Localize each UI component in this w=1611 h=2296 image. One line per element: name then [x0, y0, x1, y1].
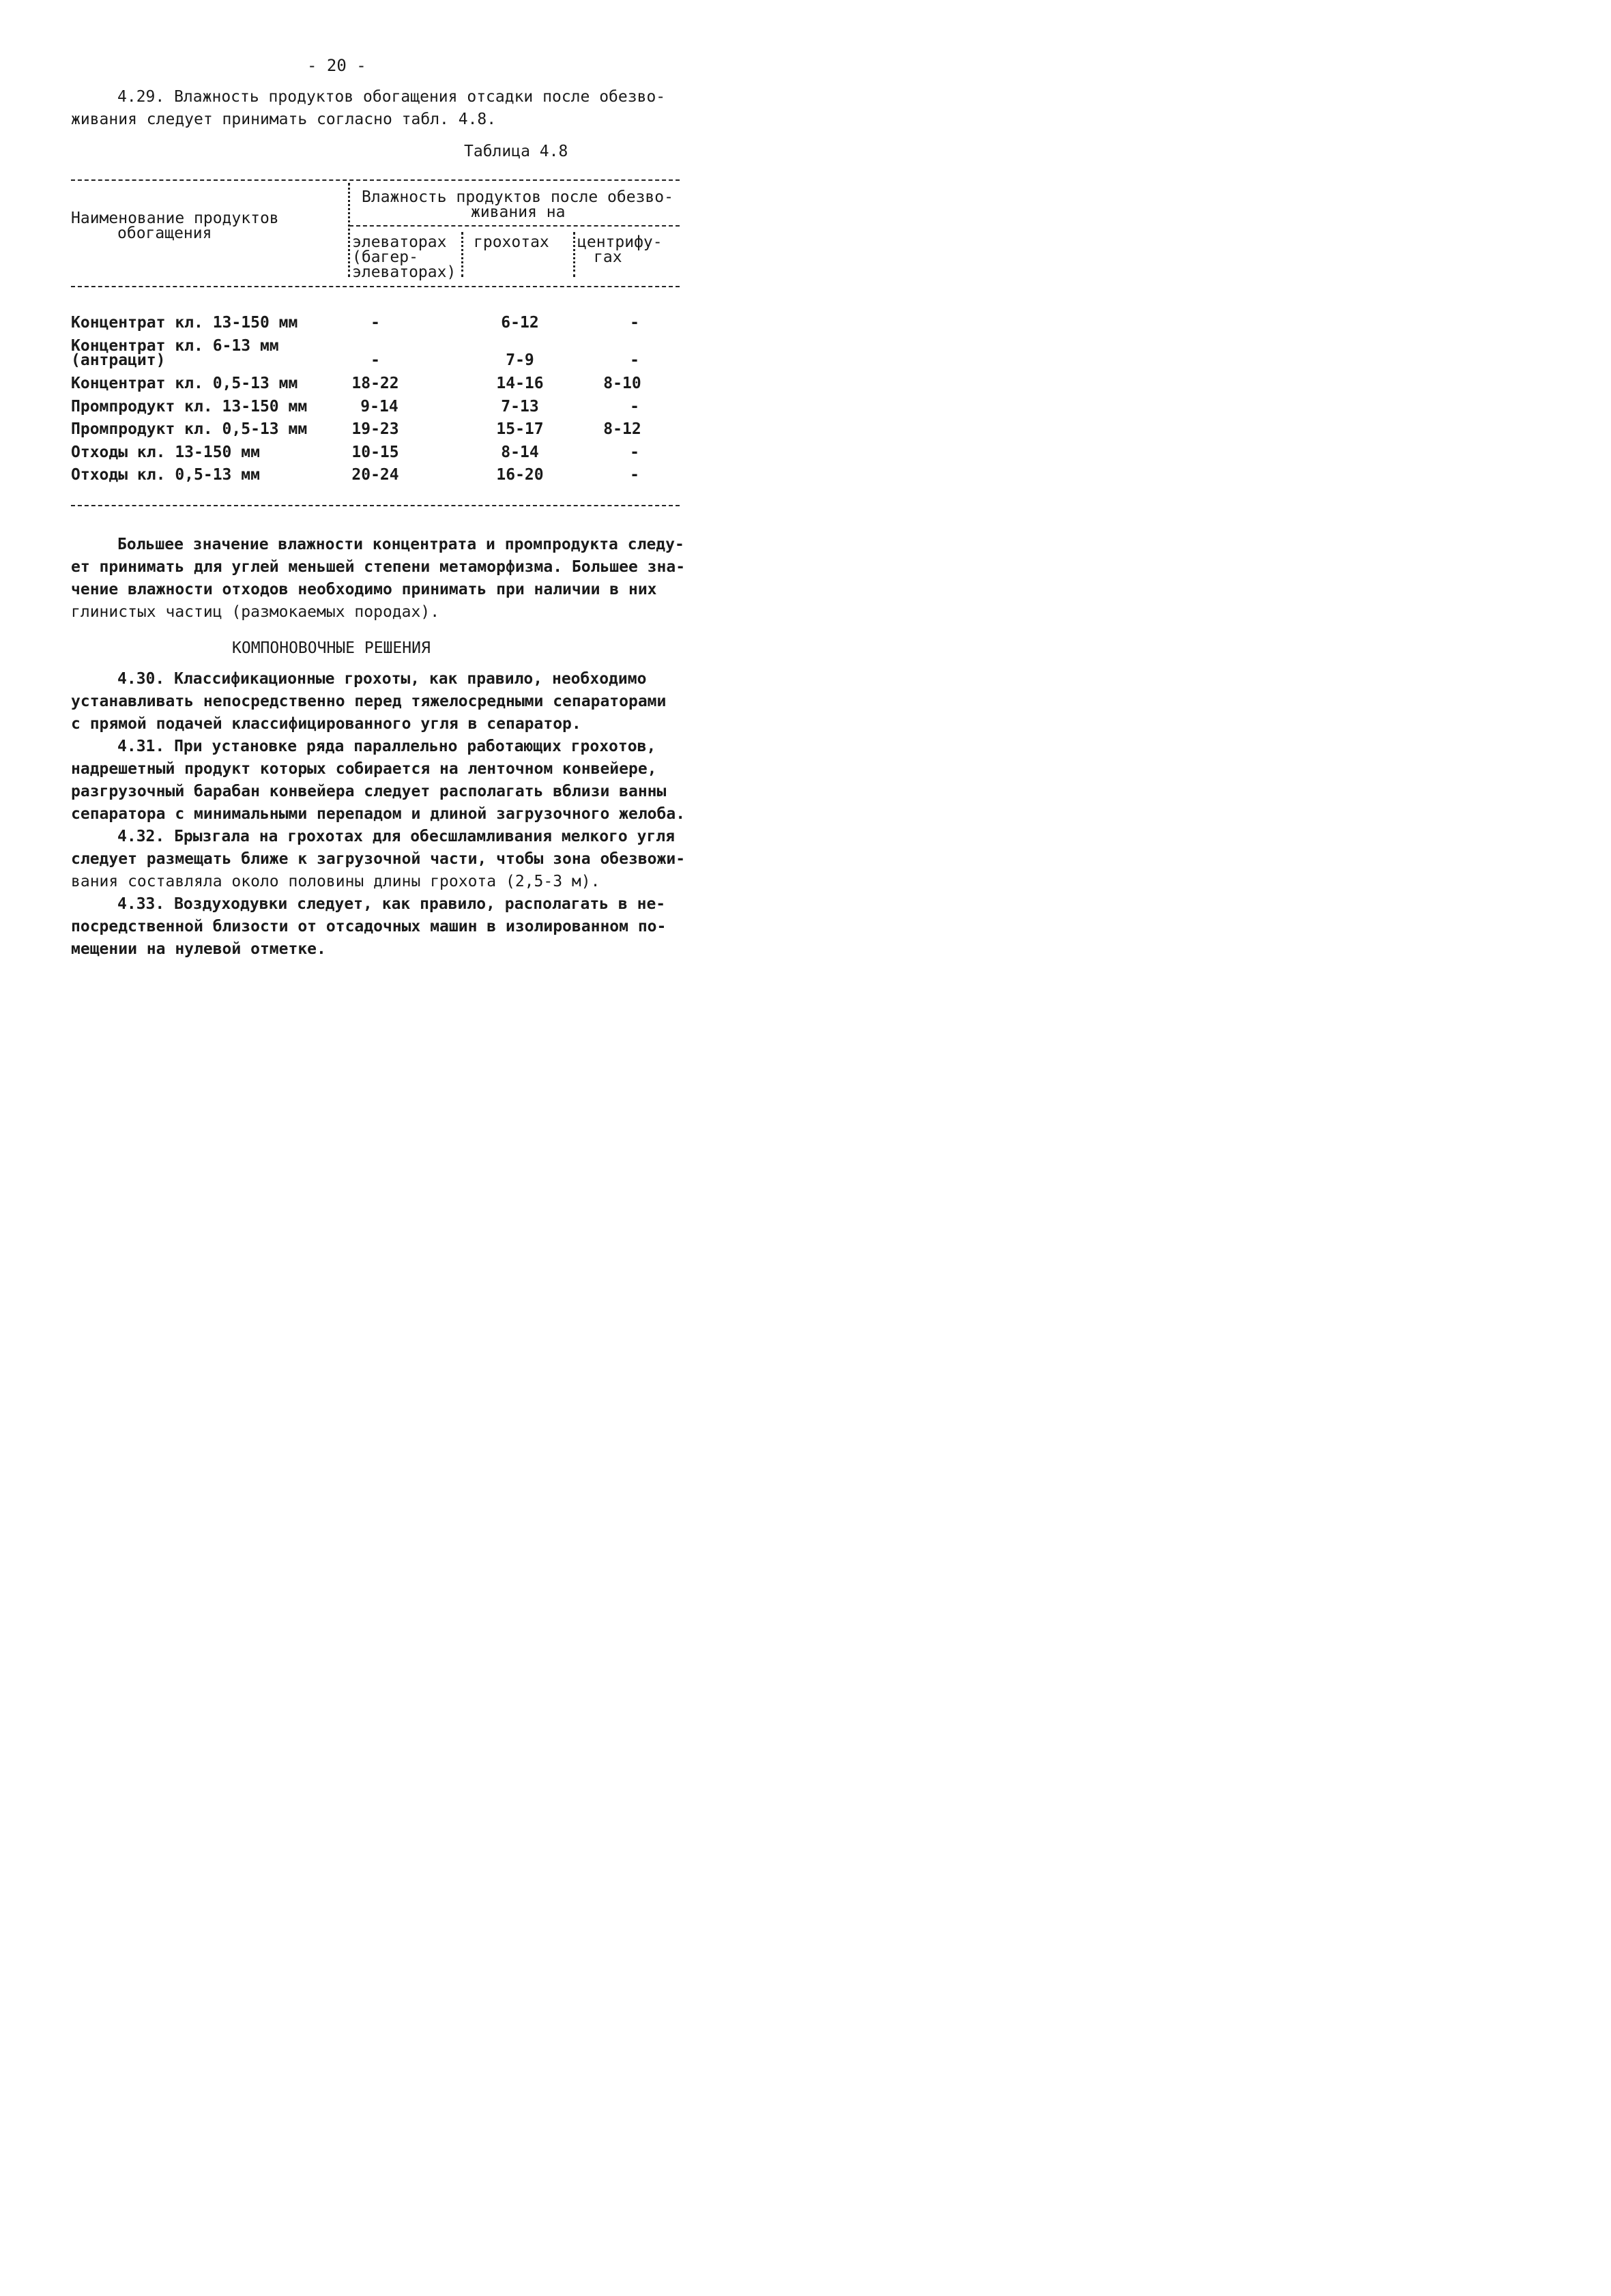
para-4-33-line-3: мещении на нулевой отметке.: [71, 940, 326, 958]
row-2-centrifuges: -: [630, 351, 639, 369]
section-heading: КОМПОНОВОЧНЫЕ РЕШЕНИЯ: [232, 639, 431, 657]
note-line-4: глинистых частиц (размокаемых породах).: [71, 603, 440, 621]
row-3-name: Концентрат кл. 0,5-13 мм: [71, 375, 298, 392]
header-col-centrifuges-line-2: гах: [594, 248, 622, 266]
header-col-elevators-line-2: (багер-: [352, 248, 418, 266]
table-subheader-rule: [349, 225, 680, 227]
table-bottom-rule: [71, 505, 680, 506]
para-4-31-line-3: разгрузочный барабан конвейера следует располагать вблизи ванны: [71, 783, 667, 800]
header-moisture-line-2: живания на: [471, 203, 566, 221]
para-4-31-line-1: 4.31. При установке ряда параллельно работающих грохотов,: [117, 738, 656, 755]
para-4-33-line-1: 4.33. Воздуходувки следует, как правило, располагать в не-: [117, 895, 666, 913]
table-header-bottom-rule: [71, 286, 680, 287]
para-4-30-line-3: с прямой подачей классифицированного угля в сепаратор.: [71, 715, 581, 733]
para-4-31-line-4: сепаратора с минимальными перепадом и длиной загрузочного желоба.: [71, 805, 686, 823]
row-2-name-line-1: Концентрат кл. 6-13 мм: [71, 337, 279, 355]
header-col-elevators-line-3: элеваторах): [352, 263, 456, 281]
row-5-elevators: 19-23: [351, 420, 399, 438]
para-4-31-line-2: надрешетный продукт которых собирается на ленточном конвейере,: [71, 760, 657, 778]
row-3-elevators: 18-22: [351, 375, 399, 392]
row-4-centrifuges: -: [630, 398, 639, 416]
row-2-name-line-2: (антрацит): [71, 351, 166, 369]
row-5-centrifuges: 8-12: [603, 420, 641, 438]
row-1-centrifuges: -: [630, 314, 639, 332]
row-6-name: Отходы кл. 13-150 мм: [71, 444, 260, 461]
row-3-centrifuges: 8-10: [603, 375, 641, 392]
table-vertical-divider-col3: [573, 232, 575, 277]
table-top-rule: [71, 179, 680, 181]
row-7-elevators: 20-24: [351, 466, 399, 484]
row-1-elevators: -: [371, 314, 380, 332]
row-2-elevators: -: [371, 351, 380, 369]
para-4-29-line-1: 4.29. Влажность продуктов обогащения отсадки после обезво-: [117, 88, 666, 106]
row-6-centrifuges: -: [630, 444, 639, 461]
header-products-line-2: обогащения: [117, 224, 212, 242]
para-4-32-line-3: вания составляла около половины длины грохота (2,5-3 м).: [71, 873, 600, 890]
header-moisture-line-1: Влажность продуктов после обезво-: [362, 188, 673, 206]
row-5-name: Промпродукт кл. 0,5-13 мм: [71, 420, 308, 438]
note-line-1: Большее значение влажности концентрата и промпродукта следу-: [117, 536, 684, 553]
row-6-screens: 8-14: [501, 444, 539, 461]
row-4-name: Промпродукт кл. 13-150 мм: [71, 398, 308, 416]
para-4-30-line-1: 4.30. Классификационные грохоты, как правило, необходимо: [117, 670, 647, 688]
para-4-32-line-1: 4.32. Брызгала на грохотах для обесшламливания мелкого угля: [117, 828, 675, 845]
note-line-3: чение влажности отходов необходимо принимать при наличии в них: [71, 581, 657, 598]
para-4-30-line-2: устанавливать непосредственно перед тяжелосредными сепараторами: [71, 693, 667, 710]
table-vertical-divider-main: [348, 183, 350, 277]
row-3-screens: 14-16: [496, 375, 544, 392]
row-4-screens: 7-13: [501, 398, 539, 416]
row-2-screens: 7-9: [506, 351, 534, 369]
para-4-33-line-2: посредственной близости от отсадочных машин в изолированном по-: [71, 918, 667, 935]
header-products-line-1: Наименование продуктов: [71, 209, 279, 227]
row-7-screens: 16-20: [496, 466, 544, 484]
table-caption: Таблица 4.8: [464, 143, 568, 160]
row-1-screens: 6-12: [501, 314, 539, 332]
row-4-elevators: 9-14: [360, 398, 398, 416]
header-col-elevators-line-1: элеваторах: [352, 233, 447, 251]
header-col-screens: грохотах: [474, 233, 549, 251]
row-5-screens: 15-17: [496, 420, 544, 438]
row-1-name: Концентрат кл. 13-150 мм: [71, 314, 298, 332]
para-4-29-line-2: живания следует принимать согласно табл. 4.8.: [71, 111, 497, 128]
para-4-32-line-2: следует размещать ближе к загрузочной части, чтобы зона обезвожи-: [71, 850, 686, 868]
row-7-name: Отходы кл. 0,5-13 мм: [71, 466, 260, 484]
row-6-elevators: 10-15: [351, 444, 399, 461]
table-vertical-divider-col2: [461, 232, 463, 277]
note-line-2: ет принимать для углей меньшей степени метаморфизма. Большее зна-: [71, 558, 686, 576]
header-col-centrifuges-line-1: центрифу-: [577, 233, 663, 251]
page-number: - 20 -: [307, 56, 366, 75]
row-7-centrifuges: -: [630, 466, 639, 484]
